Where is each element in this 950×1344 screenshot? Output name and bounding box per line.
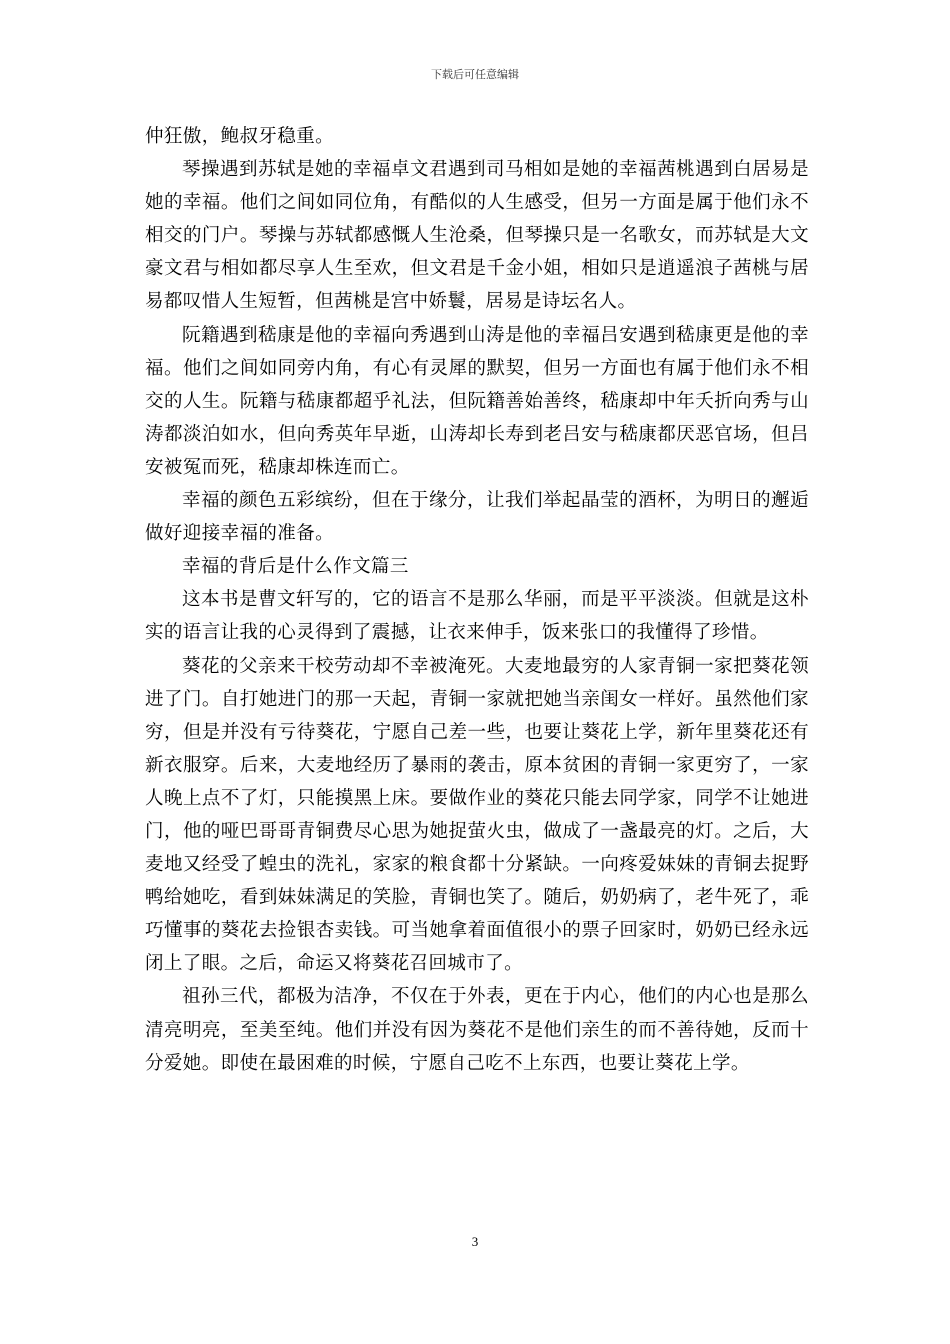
body-text [145,120,809,1080]
paragraph: 这本书是曹文轩写的，它的语言不是那么华丽，而是平平淡淡。但就是这朴实的语言让我的心灵得到了震撼，让衣来伸手，饭来张口的我懂得了珍惜。 [145,589,809,644]
paragraph: 阮籍遇到嵇康是他的幸福向秀遇到山涛是他的幸福吕安遇到嵇康更是他的幸福。他们之间如同旁内角，有心有灵犀的默契，但另一方面也有属于他们永不相交的人生。阮籍与嵇康都超乎礼法，但阮籍善始善终，嵇康却中年夭折向秀与山涛都淡泊如水，但向秀英年早逝，山涛却长寿到老吕安与嵇康都厌恶官场，但吕安被冤而死，嵇康却株连而亡。 [145,324,809,478]
page-header: 下载后可任意编辑 [431,68,519,81]
paragraph: 琴操遇到苏轼是她的幸福卓文君遇到司马相如是她的幸福茜桃遇到白居易是她的幸福。他们之间如同位角，有酷似的人生感受，但另一方面是属于他们永不相交的门户。琴操与苏轼都感慨人生沧桑，但琴操只是一名歌女，而苏轼是大文豪文君与相如都尽享人生至欢，但文君是千金小姐，相如只是逍遥浪子茜桃与居易都叹惜人生短暂，但茜桃是宫中娇鬟，居易是诗坛名人。 [145,159,809,313]
paragraph: 幸福的颜色五彩缤纷，但在于缘分，让我们举起晶莹的酒杯，为明日的邂逅做好迎接幸福的准备。 [145,490,809,545]
paragraph: 祖孙三代，都极为洁净，不仅在于外表，更在于内心，他们的内心也是那么清亮明亮，至美至纯。他们并没有因为葵花不是他们亲生的而不善待她，反而十分爱她。即使在最困难的时候，宁愿自己吃不上东西，也要让葵花上学。 [145,986,809,1074]
paragraph: 葵花的父亲来干校劳动却不幸被淹死。大麦地最穷的人家青铜一家把葵花领进了门。自打她进门的那一天起，青铜一家就把她当亲闺女一样好。虽然他们家穷，但是并没有亏待葵花，宁愿自己差一些，也要让葵花上学，新年里葵花还有新衣服穿。后来，大麦地经历了暴雨的袭击，原本贫困的青铜一家更穷了，一家人晚上点不了灯，只能摸黑上床。要做作业的葵花只能去同学家，同学不让她进门，他的哑巴哥哥青铜费尽心思为她捉萤火虫，做成了一盏最亮的灯。之后，大麦地又经受了蝗虫的洗礼，家家的粮食都十分紧缺。一向疼爱妹妹的青铜去捉野鸭给她吃，看到妹妹满足的笑脸，青铜也笑了。随后，奶奶病了，老牛死了，乖巧懂事的葵花去捡银杏卖钱。可当她拿着面值很小的票子回家时，奶奶已经永远闭上了眼。之后，命运又将葵花召回城市了。 [145,655,809,975]
section-heading: 幸福的背后是什么作文篇三 [182,556,409,578]
page-number: 3 [471,1234,479,1249]
paragraph: 仲狂傲，鲍叔牙稳重。 [145,126,335,147]
